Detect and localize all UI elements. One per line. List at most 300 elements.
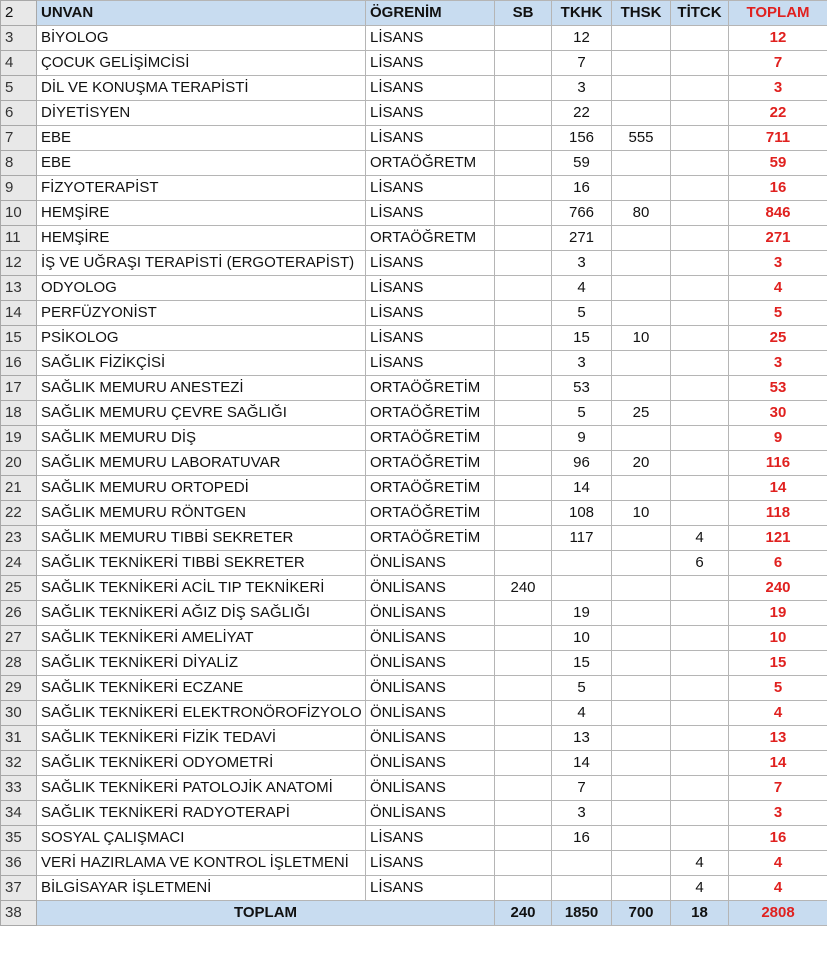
- cell-sb[interactable]: [495, 301, 552, 326]
- cell-tkhk[interactable]: 271: [552, 226, 612, 251]
- row-number[interactable]: 4: [1, 51, 37, 76]
- cell-sb[interactable]: [495, 751, 552, 776]
- row-number[interactable]: 32: [1, 751, 37, 776]
- cell-titck[interactable]: [671, 326, 729, 351]
- cell-unvan[interactable]: SAĞLIK MEMURU DİŞ: [37, 426, 366, 451]
- cell-titck[interactable]: [671, 751, 729, 776]
- cell-toplam[interactable]: 711: [729, 126, 827, 151]
- header-toplam[interactable]: TOPLAM: [729, 1, 827, 26]
- cell-sb[interactable]: [495, 526, 552, 551]
- row-number[interactable]: 24: [1, 551, 37, 576]
- cell-toplam[interactable]: 118: [729, 501, 827, 526]
- total-thsk[interactable]: 700: [612, 901, 671, 926]
- cell-tkhk[interactable]: 16: [552, 176, 612, 201]
- cell-thsk[interactable]: [612, 551, 671, 576]
- cell-tkhk[interactable]: 3: [552, 801, 612, 826]
- cell-unvan[interactable]: SAĞLIK TEKNİKERİ DİYALİZ: [37, 651, 366, 676]
- cell-sb[interactable]: [495, 476, 552, 501]
- cell-unvan[interactable]: SAĞLIK TEKNİKERİ FİZİK TEDAVİ: [37, 726, 366, 751]
- cell-sb[interactable]: [495, 26, 552, 51]
- table-row: [1, 851, 827, 876]
- cell-titck[interactable]: [671, 51, 729, 76]
- row-number[interactable]: 26: [1, 601, 37, 626]
- cell-tkhk[interactable]: 14: [552, 751, 612, 776]
- cell-unvan[interactable]: SAĞLIK TEKNİKERİ ACİL TIP TEKNİKERİ: [37, 576, 366, 601]
- cell-unvan[interactable]: EBE: [37, 126, 366, 151]
- cell-unvan[interactable]: SAĞLIK TEKNİKERİ TIBBİ SEKRETER: [37, 551, 366, 576]
- cell-toplam[interactable]: 3: [729, 351, 827, 376]
- cell-thsk[interactable]: [612, 151, 671, 176]
- cell-ogrenim[interactable]: LİSANS: [366, 176, 495, 201]
- table-row: [1, 251, 827, 276]
- table-row: [1, 651, 827, 676]
- cell-unvan[interactable]: SAĞLIK MEMURU ANESTEZİ: [37, 376, 366, 401]
- cell-thsk[interactable]: [612, 476, 671, 501]
- cell-thsk[interactable]: [612, 301, 671, 326]
- cell-unvan[interactable]: HEMŞİRE: [37, 201, 366, 226]
- row-number[interactable]: 13: [1, 276, 37, 301]
- cell-sb[interactable]: [495, 76, 552, 101]
- cell-tkhk[interactable]: 3: [552, 76, 612, 101]
- row-number[interactable]: 8: [1, 151, 37, 176]
- cell-titck[interactable]: 4: [671, 526, 729, 551]
- cell-titck[interactable]: [671, 101, 729, 126]
- cell-ogrenim[interactable]: ÖNLİSANS: [366, 626, 495, 651]
- cell-thsk[interactable]: [612, 176, 671, 201]
- cell-titck[interactable]: [671, 376, 729, 401]
- cell-tkhk[interactable]: 12: [552, 26, 612, 51]
- cell-thsk[interactable]: [612, 276, 671, 301]
- cell-titck[interactable]: [671, 276, 729, 301]
- row-number[interactable]: 2: [1, 1, 37, 26]
- cell-thsk[interactable]: 555: [612, 126, 671, 151]
- cell-thsk[interactable]: [612, 651, 671, 676]
- cell-unvan[interactable]: BİLGİSAYAR İŞLETMENİ: [37, 876, 366, 901]
- cell-thsk[interactable]: [612, 751, 671, 776]
- cell-toplam[interactable]: 846: [729, 201, 827, 226]
- cell-thsk[interactable]: [612, 251, 671, 276]
- row-number[interactable]: 38: [1, 901, 37, 926]
- cell-toplam[interactable]: 4: [729, 851, 827, 876]
- cell-toplam[interactable]: 19: [729, 601, 827, 626]
- cell-unvan[interactable]: SAĞLIK TEKNİKERİ ELEKTRONÖROFİZYOLO: [37, 701, 366, 726]
- cell-sb[interactable]: [495, 251, 552, 276]
- cell-thsk[interactable]: [612, 626, 671, 651]
- header-unvan[interactable]: UNVAN: [37, 1, 366, 26]
- cell-unvan[interactable]: SAĞLIK MEMURU ORTOPEDİ: [37, 476, 366, 501]
- cell-sb[interactable]: [495, 726, 552, 751]
- cell-sb[interactable]: [495, 276, 552, 301]
- cell-ogrenim[interactable]: ÖNLİSANS: [366, 701, 495, 726]
- total-tkhk[interactable]: 1850: [552, 901, 612, 926]
- cell-ogrenim[interactable]: LİSANS: [366, 251, 495, 276]
- cell-titck[interactable]: [671, 501, 729, 526]
- cell-ogrenim[interactable]: ORTAÖĞRETİM: [366, 376, 495, 401]
- cell-titck[interactable]: [671, 601, 729, 626]
- cell-ogrenim[interactable]: LİSANS: [366, 826, 495, 851]
- row-number[interactable]: 33: [1, 776, 37, 801]
- cell-thsk[interactable]: [612, 26, 671, 51]
- cell-unvan[interactable]: SAĞLIK FİZİKÇİSİ: [37, 351, 366, 376]
- cell-sb[interactable]: [495, 776, 552, 801]
- cell-ogrenim[interactable]: LİSANS: [366, 76, 495, 101]
- cell-ogrenim[interactable]: ÖNLİSANS: [366, 726, 495, 751]
- row-number[interactable]: 11: [1, 226, 37, 251]
- cell-titck[interactable]: [671, 126, 729, 151]
- cell-unvan[interactable]: PSİKOLOG: [37, 326, 366, 351]
- cell-ogrenim[interactable]: ÖNLİSANS: [366, 801, 495, 826]
- cell-sb[interactable]: [495, 676, 552, 701]
- cell-titck[interactable]: [671, 201, 729, 226]
- cell-titck[interactable]: [671, 76, 729, 101]
- cell-titck[interactable]: [671, 226, 729, 251]
- cell-tkhk[interactable]: 156: [552, 126, 612, 151]
- cell-sb[interactable]: [495, 651, 552, 676]
- row-number[interactable]: 27: [1, 626, 37, 651]
- cell-titck[interactable]: [671, 351, 729, 376]
- cell-tkhk[interactable]: 13: [552, 726, 612, 751]
- cell-ogrenim[interactable]: LİSANS: [366, 51, 495, 76]
- cell-thsk[interactable]: [612, 226, 671, 251]
- cell-titck[interactable]: [671, 476, 729, 501]
- row-number[interactable]: 9: [1, 176, 37, 201]
- cell-ogrenim[interactable]: ORTAÖĞRETM: [366, 151, 495, 176]
- cell-ogrenim[interactable]: LİSANS: [366, 876, 495, 901]
- cell-unvan[interactable]: SAĞLIK MEMURU LABORATUVAR: [37, 451, 366, 476]
- cell-unvan[interactable]: SAĞLIK TEKNİKERİ PATOLOJİK ANATOMİ: [37, 776, 366, 801]
- cell-ogrenim[interactable]: ÖNLİSANS: [366, 551, 495, 576]
- cell-titck[interactable]: [671, 451, 729, 476]
- cell-thsk[interactable]: [612, 351, 671, 376]
- cell-tkhk[interactable]: [552, 551, 612, 576]
- cell-toplam[interactable]: 14: [729, 476, 827, 501]
- cell-thsk[interactable]: 10: [612, 501, 671, 526]
- cell-unvan[interactable]: SAĞLIK TEKNİKERİ RADYOTERAPİ: [37, 801, 366, 826]
- cell-toplam[interactable]: 16: [729, 826, 827, 851]
- table-row: [1, 751, 827, 776]
- cell-toplam[interactable]: 16: [729, 176, 827, 201]
- cell-titck[interactable]: [671, 801, 729, 826]
- cell-toplam[interactable]: 53: [729, 376, 827, 401]
- cell-toplam[interactable]: 4: [729, 876, 827, 901]
- cell-sb[interactable]: [495, 326, 552, 351]
- cell-unvan[interactable]: SAĞLIK TEKNİKERİ AMELİYAT: [37, 626, 366, 651]
- cell-ogrenim[interactable]: LİSANS: [366, 851, 495, 876]
- row-number[interactable]: 3: [1, 26, 37, 51]
- cell-thsk[interactable]: [612, 826, 671, 851]
- cell-tkhk[interactable]: 16: [552, 826, 612, 851]
- cell-sb[interactable]: [495, 101, 552, 126]
- cell-unvan[interactable]: ÇOCUK GELİŞİMCİSİ: [37, 51, 366, 76]
- cell-thsk[interactable]: [612, 101, 671, 126]
- cell-unvan[interactable]: İŞ VE UĞRAŞI TERAPİSTİ (ERGOTERAPİST): [37, 251, 366, 276]
- cell-sb[interactable]: [495, 351, 552, 376]
- row-number[interactable]: 25: [1, 576, 37, 601]
- cell-unvan[interactable]: BİYOLOG: [37, 26, 366, 51]
- row-number[interactable]: 20: [1, 451, 37, 476]
- cell-toplam[interactable]: 30: [729, 401, 827, 426]
- row-number[interactable]: 6: [1, 101, 37, 126]
- cell-thsk[interactable]: [612, 426, 671, 451]
- cell-toplam[interactable]: 22: [729, 101, 827, 126]
- total-sb[interactable]: 240: [495, 901, 552, 926]
- cell-titck[interactable]: [671, 576, 729, 601]
- cell-tkhk[interactable]: 15: [552, 326, 612, 351]
- cell-sb[interactable]: [495, 551, 552, 576]
- cell-titck[interactable]: [671, 401, 729, 426]
- table-row: [1, 451, 827, 476]
- row-number[interactable]: 23: [1, 526, 37, 551]
- cell-toplam[interactable]: 5: [729, 301, 827, 326]
- cell-ogrenim[interactable]: ORTAÖĞRETİM: [366, 526, 495, 551]
- row-number[interactable]: 21: [1, 476, 37, 501]
- cell-titck[interactable]: [671, 301, 729, 326]
- cell-unvan[interactable]: SAĞLIK TEKNİKERİ ODYOMETRİ: [37, 751, 366, 776]
- cell-ogrenim[interactable]: LİSANS: [366, 101, 495, 126]
- cell-tkhk[interactable]: [552, 576, 612, 601]
- cell-thsk[interactable]: [612, 726, 671, 751]
- cell-thsk[interactable]: [612, 601, 671, 626]
- cell-ogrenim[interactable]: LİSANS: [366, 276, 495, 301]
- row-number[interactable]: 16: [1, 351, 37, 376]
- cell-titck[interactable]: [671, 626, 729, 651]
- cell-ogrenim[interactable]: ÖNLİSANS: [366, 776, 495, 801]
- cell-titck[interactable]: [671, 251, 729, 276]
- cell-ogrenim[interactable]: LİSANS: [366, 201, 495, 226]
- cell-tkhk[interactable]: 59: [552, 151, 612, 176]
- cell-tkhk[interactable]: 4: [552, 701, 612, 726]
- cell-thsk[interactable]: 10: [612, 326, 671, 351]
- cell-thsk[interactable]: 20: [612, 451, 671, 476]
- cell-sb[interactable]: [495, 601, 552, 626]
- cell-toplam[interactable]: 3: [729, 76, 827, 101]
- cell-tkhk[interactable]: 117: [552, 526, 612, 551]
- cell-sb[interactable]: 240: [495, 576, 552, 601]
- cell-ogrenim[interactable]: ÖNLİSANS: [366, 751, 495, 776]
- cell-sb[interactable]: [495, 851, 552, 876]
- cell-titck[interactable]: 6: [671, 551, 729, 576]
- cell-tkhk[interactable]: 4: [552, 276, 612, 301]
- cell-sb[interactable]: [495, 226, 552, 251]
- cell-unvan[interactable]: HEMŞİRE: [37, 226, 366, 251]
- cell-toplam[interactable]: 3: [729, 801, 827, 826]
- row-number[interactable]: 22: [1, 501, 37, 526]
- cell-toplam[interactable]: 6: [729, 551, 827, 576]
- row-number[interactable]: 5: [1, 76, 37, 101]
- cell-thsk[interactable]: [612, 851, 671, 876]
- cell-thsk[interactable]: [612, 701, 671, 726]
- row-number[interactable]: 7: [1, 126, 37, 151]
- cell-ogrenim[interactable]: ORTAÖĞRETİM: [366, 476, 495, 501]
- cell-toplam[interactable]: 15: [729, 651, 827, 676]
- cell-titck[interactable]: [671, 151, 729, 176]
- cell-toplam[interactable]: 116: [729, 451, 827, 476]
- cell-titck[interactable]: [671, 651, 729, 676]
- cell-ogrenim[interactable]: ÖNLİSANS: [366, 601, 495, 626]
- cell-ogrenim[interactable]: ÖNLİSANS: [366, 676, 495, 701]
- cell-ogrenim[interactable]: LİSANS: [366, 326, 495, 351]
- cell-sb[interactable]: [495, 376, 552, 401]
- cell-unvan[interactable]: DİYETİSYEN: [37, 101, 366, 126]
- cell-tkhk[interactable]: [552, 876, 612, 901]
- cell-ogrenim[interactable]: ORTAÖĞRETİM: [366, 401, 495, 426]
- cell-sb[interactable]: [495, 451, 552, 476]
- cell-sb[interactable]: [495, 501, 552, 526]
- cell-toplam[interactable]: 4: [729, 276, 827, 301]
- header-sb[interactable]: SB: [495, 1, 552, 26]
- cell-titck[interactable]: 4: [671, 876, 729, 901]
- cell-ogrenim[interactable]: ORTAÖĞRETİM: [366, 451, 495, 476]
- cell-sb[interactable]: [495, 876, 552, 901]
- cell-toplam[interactable]: 7: [729, 51, 827, 76]
- cell-titck[interactable]: [671, 676, 729, 701]
- cell-titck[interactable]: 4: [671, 851, 729, 876]
- total-titck[interactable]: 18: [671, 901, 729, 926]
- cell-sb[interactable]: [495, 826, 552, 851]
- row-number[interactable]: 15: [1, 326, 37, 351]
- cell-tkhk[interactable]: 9: [552, 426, 612, 451]
- row-number[interactable]: 34: [1, 801, 37, 826]
- cell-tkhk[interactable]: 96: [552, 451, 612, 476]
- row-number[interactable]: 30: [1, 701, 37, 726]
- cell-toplam[interactable]: 9: [729, 426, 827, 451]
- row-number[interactable]: 18: [1, 401, 37, 426]
- cell-tkhk[interactable]: 10: [552, 626, 612, 651]
- cell-thsk[interactable]: [612, 526, 671, 551]
- cell-ogrenim[interactable]: ORTAÖĞRETİM: [366, 426, 495, 451]
- cell-sb[interactable]: [495, 51, 552, 76]
- header-thsk[interactable]: THSK: [612, 1, 671, 26]
- cell-titck[interactable]: [671, 826, 729, 851]
- cell-sb[interactable]: [495, 201, 552, 226]
- cell-tkhk[interactable]: [552, 851, 612, 876]
- cell-toplam[interactable]: 59: [729, 151, 827, 176]
- cell-toplam[interactable]: 14: [729, 751, 827, 776]
- cell-titck[interactable]: [671, 776, 729, 801]
- cell-unvan[interactable]: SAĞLIK MEMURU TIBBİ SEKRETER: [37, 526, 366, 551]
- cell-thsk[interactable]: [612, 576, 671, 601]
- cell-ogrenim[interactable]: LİSANS: [366, 301, 495, 326]
- cell-titck[interactable]: [671, 726, 729, 751]
- total-label[interactable]: TOPLAM: [37, 901, 495, 926]
- cell-unvan[interactable]: SOSYAL ÇALIŞMACI: [37, 826, 366, 851]
- cell-tkhk[interactable]: 108: [552, 501, 612, 526]
- cell-ogrenim[interactable]: ORTAÖĞRETM: [366, 226, 495, 251]
- cell-ogrenim[interactable]: LİSANS: [366, 126, 495, 151]
- row-number[interactable]: 31: [1, 726, 37, 751]
- row-number[interactable]: 10: [1, 201, 37, 226]
- cell-unvan[interactable]: VERİ HAZIRLAMA VE KONTROL İŞLETMENİ: [37, 851, 366, 876]
- header-ogrenim[interactable]: ÖGRENİM: [366, 1, 495, 26]
- cell-unvan[interactable]: SAĞLIK MEMURU ÇEVRE SAĞLIĞI: [37, 401, 366, 426]
- cell-ogrenim[interactable]: ÖNLİSANS: [366, 651, 495, 676]
- cell-unvan[interactable]: SAĞLIK TEKNİKERİ AĞIZ DİŞ SAĞLIĞI: [37, 601, 366, 626]
- cell-toplam[interactable]: 13: [729, 726, 827, 751]
- cell-thsk[interactable]: 25: [612, 401, 671, 426]
- row-number[interactable]: 12: [1, 251, 37, 276]
- cell-sb[interactable]: [495, 151, 552, 176]
- cell-ogrenim[interactable]: LİSANS: [366, 26, 495, 51]
- header-tkhk[interactable]: TKHK: [552, 1, 612, 26]
- row-number[interactable]: 28: [1, 651, 37, 676]
- cell-tkhk[interactable]: 7: [552, 51, 612, 76]
- cell-sb[interactable]: [495, 626, 552, 651]
- cell-unvan[interactable]: SAĞLIK TEKNİKERİ ECZANE: [37, 676, 366, 701]
- cell-sb[interactable]: [495, 126, 552, 151]
- cell-sb[interactable]: [495, 401, 552, 426]
- cell-toplam[interactable]: 10: [729, 626, 827, 651]
- total-toplam[interactable]: 2808: [729, 901, 827, 926]
- cell-thsk[interactable]: [612, 776, 671, 801]
- cell-tkhk[interactable]: 7: [552, 776, 612, 801]
- cell-toplam[interactable]: 25: [729, 326, 827, 351]
- cell-toplam[interactable]: 7: [729, 776, 827, 801]
- cell-thsk[interactable]: [612, 801, 671, 826]
- cell-toplam[interactable]: 5: [729, 676, 827, 701]
- cell-tkhk[interactable]: 22: [552, 101, 612, 126]
- cell-toplam[interactable]: 240: [729, 576, 827, 601]
- cell-tkhk[interactable]: 19: [552, 601, 612, 626]
- cell-tkhk[interactable]: 5: [552, 401, 612, 426]
- row-number[interactable]: 37: [1, 876, 37, 901]
- cell-titck[interactable]: [671, 26, 729, 51]
- cell-tkhk[interactable]: 53: [552, 376, 612, 401]
- cell-titck[interactable]: [671, 701, 729, 726]
- cell-unvan[interactable]: ODYOLOG: [37, 276, 366, 301]
- cell-thsk[interactable]: [612, 876, 671, 901]
- cell-titck[interactable]: [671, 176, 729, 201]
- cell-sb[interactable]: [495, 701, 552, 726]
- cell-thsk[interactable]: [612, 76, 671, 101]
- cell-unvan[interactable]: PERFÜZYONİST: [37, 301, 366, 326]
- cell-thsk[interactable]: [612, 51, 671, 76]
- cell-tkhk[interactable]: 766: [552, 201, 612, 226]
- cell-tkhk[interactable]: 14: [552, 476, 612, 501]
- row-number[interactable]: 17: [1, 376, 37, 401]
- cell-tkhk[interactable]: 3: [552, 251, 612, 276]
- header-titck[interactable]: TİTCK: [671, 1, 729, 26]
- row-number[interactable]: 19: [1, 426, 37, 451]
- row-number[interactable]: 14: [1, 301, 37, 326]
- cell-thsk[interactable]: [612, 676, 671, 701]
- cell-thsk[interactable]: 80: [612, 201, 671, 226]
- cell-unvan[interactable]: DİL VE KONUŞMA TERAPİSTİ: [37, 76, 366, 101]
- cell-titck[interactable]: [671, 426, 729, 451]
- cell-toplam[interactable]: 4: [729, 701, 827, 726]
- cell-ogrenim[interactable]: LİSANS: [366, 351, 495, 376]
- cell-sb[interactable]: [495, 426, 552, 451]
- cell-toplam[interactable]: 271: [729, 226, 827, 251]
- cell-tkhk[interactable]: 3: [552, 351, 612, 376]
- row-number[interactable]: 35: [1, 826, 37, 851]
- cell-tkhk[interactable]: 15: [552, 651, 612, 676]
- cell-tkhk[interactable]: 5: [552, 676, 612, 701]
- cell-unvan[interactable]: SAĞLIK MEMURU RÖNTGEN: [37, 501, 366, 526]
- row-number[interactable]: 29: [1, 676, 37, 701]
- cell-sb[interactable]: [495, 176, 552, 201]
- cell-toplam[interactable]: 12: [729, 26, 827, 51]
- cell-thsk[interactable]: [612, 376, 671, 401]
- cell-ogrenim[interactable]: ORTAÖĞRETİM: [366, 501, 495, 526]
- cell-ogrenim[interactable]: ÖNLİSANS: [366, 576, 495, 601]
- cell-sb[interactable]: [495, 801, 552, 826]
- cell-tkhk[interactable]: 5: [552, 301, 612, 326]
- row-number[interactable]: 36: [1, 851, 37, 876]
- cell-unvan[interactable]: FİZYOTERAPİST: [37, 176, 366, 201]
- cell-toplam[interactable]: 121: [729, 526, 827, 551]
- cell-unvan[interactable]: EBE: [37, 151, 366, 176]
- cell-toplam[interactable]: 3: [729, 251, 827, 276]
